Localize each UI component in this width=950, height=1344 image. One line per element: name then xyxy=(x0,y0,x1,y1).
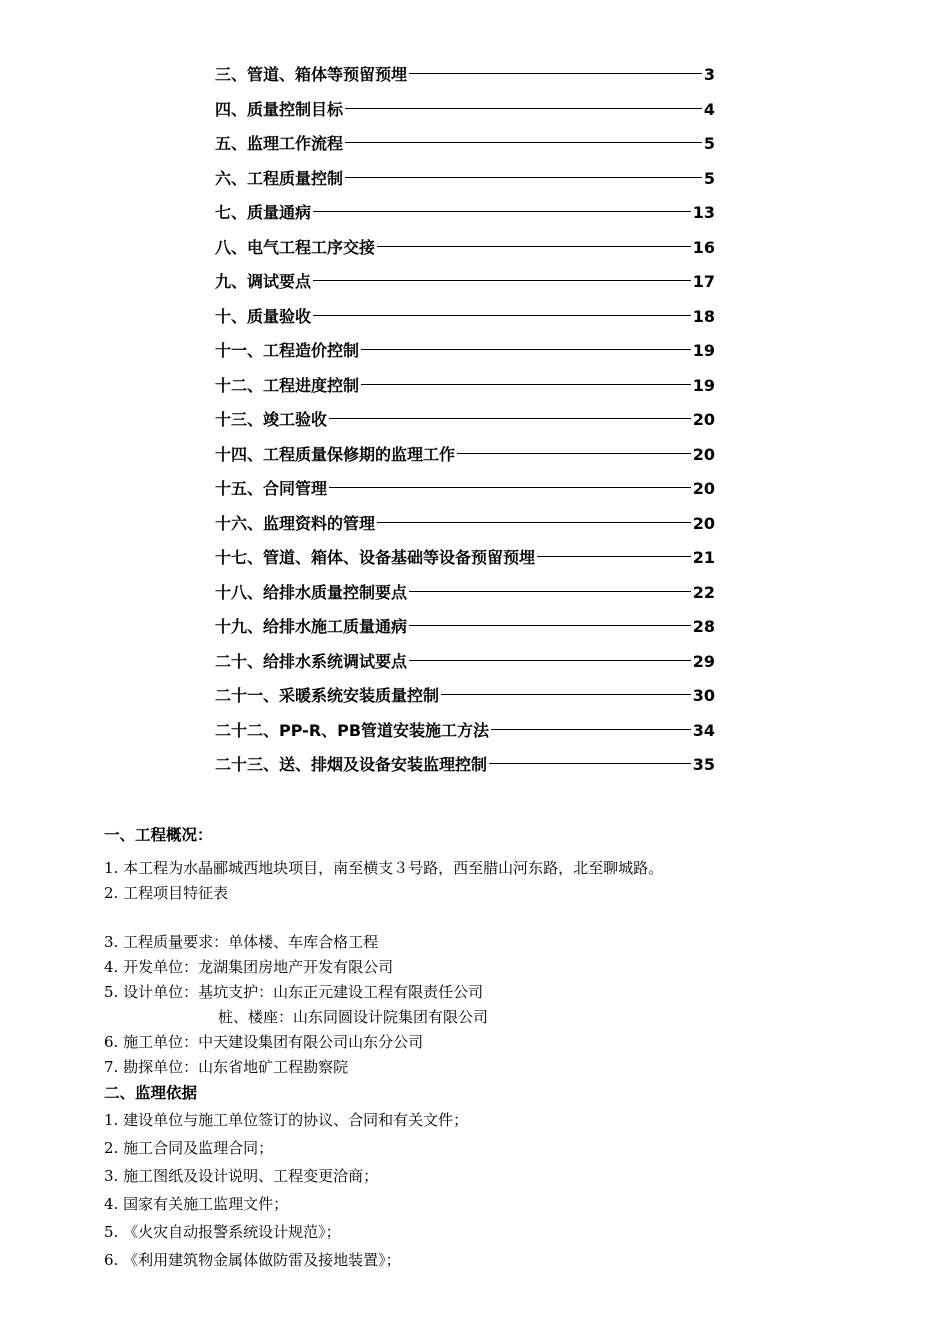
toc-leader-line xyxy=(489,763,691,764)
overview-item: 4. 开发单位：龙湖集团房地产开发有限公司 xyxy=(104,958,394,976)
toc-leader-line xyxy=(409,660,691,661)
toc-entry-title: 六、工程质量控制 xyxy=(215,168,344,188)
basis-item: 5. 《火灾自动报警系统设计规范》； xyxy=(104,1223,341,1241)
toc-entry-page: 19 xyxy=(692,341,715,360)
toc-entry[interactable] xyxy=(215,336,715,371)
basis-item: 3. 施工图纸及设计说明、工程变更洽商； xyxy=(104,1167,379,1185)
toc-entry[interactable] xyxy=(215,681,715,716)
toc-entry[interactable] xyxy=(215,474,715,509)
overview-item: 7. 勘探单位：山东省地矿工程勘察院 xyxy=(104,1058,349,1076)
toc-entry-title: 十、质量验收 xyxy=(215,306,312,326)
toc-leader-line xyxy=(441,694,691,695)
toc-entry-page: 20 xyxy=(692,479,715,498)
toc-entry-page: 20 xyxy=(692,513,715,533)
toc-entry-page: 35 xyxy=(692,755,715,774)
overview-item: 3. 工程质量要求：单体楼、车库合格工程 xyxy=(104,933,379,951)
toc-entry-title: 十七、管道、箱体、设备基础等设备预留预埋 xyxy=(215,548,536,567)
toc-leader-line xyxy=(361,349,691,350)
toc-entry-title: 十四、工程质量保修期的监理工作 xyxy=(215,444,456,464)
overview-item-indented: 桩、楼座：山东同圆设计院集团有限公司 xyxy=(218,1008,489,1026)
overview-item: 5. 设计单位：基坑支护：山东正元建设工程有限责任公司 xyxy=(104,983,484,1001)
toc-entry-page: 18 xyxy=(692,306,715,326)
toc-entry[interactable] xyxy=(215,95,715,130)
basis-item: 2. 施工合同及监理合同； xyxy=(104,1139,274,1157)
overview-item: 2. 工程项目特征表 xyxy=(104,884,229,902)
basis-item: 1. 建设单位与施工单位签订的协议、合同和有关文件； xyxy=(104,1111,469,1129)
toc-leader-line xyxy=(313,280,691,281)
spacer xyxy=(104,906,924,930)
toc-leader-line xyxy=(409,591,691,592)
toc-entry-page: 16 xyxy=(692,237,715,257)
toc-leader-line xyxy=(345,108,702,109)
toc-entry-page: 28 xyxy=(692,617,715,636)
toc-entry-page: 30 xyxy=(692,686,715,705)
toc-entry-title: 七、质量通病 xyxy=(215,203,312,222)
toc-leader-line xyxy=(537,556,691,557)
toc-entry[interactable] xyxy=(215,267,715,302)
toc-entry-page: 19 xyxy=(692,375,715,395)
toc-entry-page: 13 xyxy=(692,203,715,222)
toc-leader-line xyxy=(377,246,691,247)
toc-leader-line xyxy=(329,418,691,419)
toc-entry[interactable] xyxy=(215,578,715,613)
toc-entry[interactable] xyxy=(215,198,715,233)
toc-entry[interactable] xyxy=(215,750,715,785)
toc-leader-line xyxy=(377,522,691,523)
toc-entry-page: 20 xyxy=(692,444,715,464)
toc-entry-title: 十一、工程造价控制 xyxy=(215,341,360,360)
toc-entry-title: 十三、竣工验收 xyxy=(215,410,328,429)
toc-leader-line xyxy=(409,73,702,74)
toc-leader-line xyxy=(345,142,702,143)
toc-entry-page: 5 xyxy=(703,134,715,153)
toc-entry-title: 五、监理工作流程 xyxy=(215,134,344,153)
overview-item: 6. 施工单位：中天建设集团有限公司山东分公司 xyxy=(104,1033,424,1051)
toc-entry[interactable] xyxy=(215,129,715,164)
toc-entry-title: 二十三、送、排烟及设备安装监理控制 xyxy=(215,755,488,774)
toc-entry-page: 22 xyxy=(692,582,715,602)
toc-entry[interactable] xyxy=(215,440,715,475)
document-body xyxy=(104,822,924,1274)
toc-entry[interactable] xyxy=(215,371,715,406)
toc-entry-page: 29 xyxy=(692,651,715,671)
toc-entry[interactable] xyxy=(215,164,715,199)
toc-leader-line xyxy=(409,625,691,626)
toc-entry-page: 17 xyxy=(692,272,715,291)
toc-entry-title: 十二、工程进度控制 xyxy=(215,375,360,395)
toc-leader-line xyxy=(313,315,691,316)
toc-leader-line xyxy=(457,453,691,454)
toc-entry-title: 二十一、采暖系统安装质量控制 xyxy=(215,686,440,705)
basis-item: 6. 《利用建筑物金属体做防雷及接地装置》； xyxy=(104,1251,401,1269)
toc-entry-page: 3 xyxy=(703,65,715,84)
toc-entry-title: 十八、给排水质量控制要点 xyxy=(215,582,408,602)
toc-entry-title: 十五、合同管理 xyxy=(215,479,328,498)
toc-entry-page: 34 xyxy=(692,720,715,740)
toc-entry-title: 十九、给排水施工质量通病 xyxy=(215,617,408,636)
toc-entry-title: 八、电气工程工序交接 xyxy=(215,237,376,257)
toc-entry-title: 二十、给排水系统调试要点 xyxy=(215,651,408,671)
toc-entry[interactable] xyxy=(215,716,715,751)
toc-entry[interactable] xyxy=(215,509,715,544)
toc-entry-title: 四、质量控制目标 xyxy=(215,99,344,119)
toc-leader-line xyxy=(329,487,691,488)
toc-entry-title: 十六、监理资料的管理 xyxy=(215,513,376,533)
toc-entry[interactable] xyxy=(215,302,715,337)
overview-item: 1. 本工程为水晶郦城西地块项目，南至横支３号路，西至腊山河东路，北至聊城路。 xyxy=(104,859,664,877)
toc-entry-title: 二十二、PP-R、PB管道安装施工方法 xyxy=(215,720,490,740)
toc-leader-line xyxy=(361,384,691,385)
basis-item: 4. 国家有关施工监理文件； xyxy=(104,1195,289,1213)
toc-entry-title: 九、调试要点 xyxy=(215,272,312,291)
toc-entry[interactable] xyxy=(215,233,715,268)
table-of-contents xyxy=(215,60,715,785)
toc-entry-page: 4 xyxy=(703,99,715,119)
toc-entry[interactable] xyxy=(215,60,715,95)
toc-entry[interactable] xyxy=(215,405,715,440)
section-heading-overview: 一、工程概况： xyxy=(104,826,213,844)
toc-entry[interactable] xyxy=(215,543,715,578)
section-heading-basis: 二、监理依据 xyxy=(104,1084,198,1102)
toc-leader-line xyxy=(313,211,691,212)
toc-entry-title: 三、管道、箱体等预留预埋 xyxy=(215,65,408,84)
toc-leader-line xyxy=(491,729,691,730)
toc-entry[interactable] xyxy=(215,647,715,682)
toc-entry-page: 20 xyxy=(692,410,715,429)
toc-entry-page: 5 xyxy=(703,168,715,188)
toc-entry[interactable] xyxy=(215,612,715,647)
toc-leader-line xyxy=(345,177,702,178)
toc-entry-page: 21 xyxy=(692,548,715,567)
